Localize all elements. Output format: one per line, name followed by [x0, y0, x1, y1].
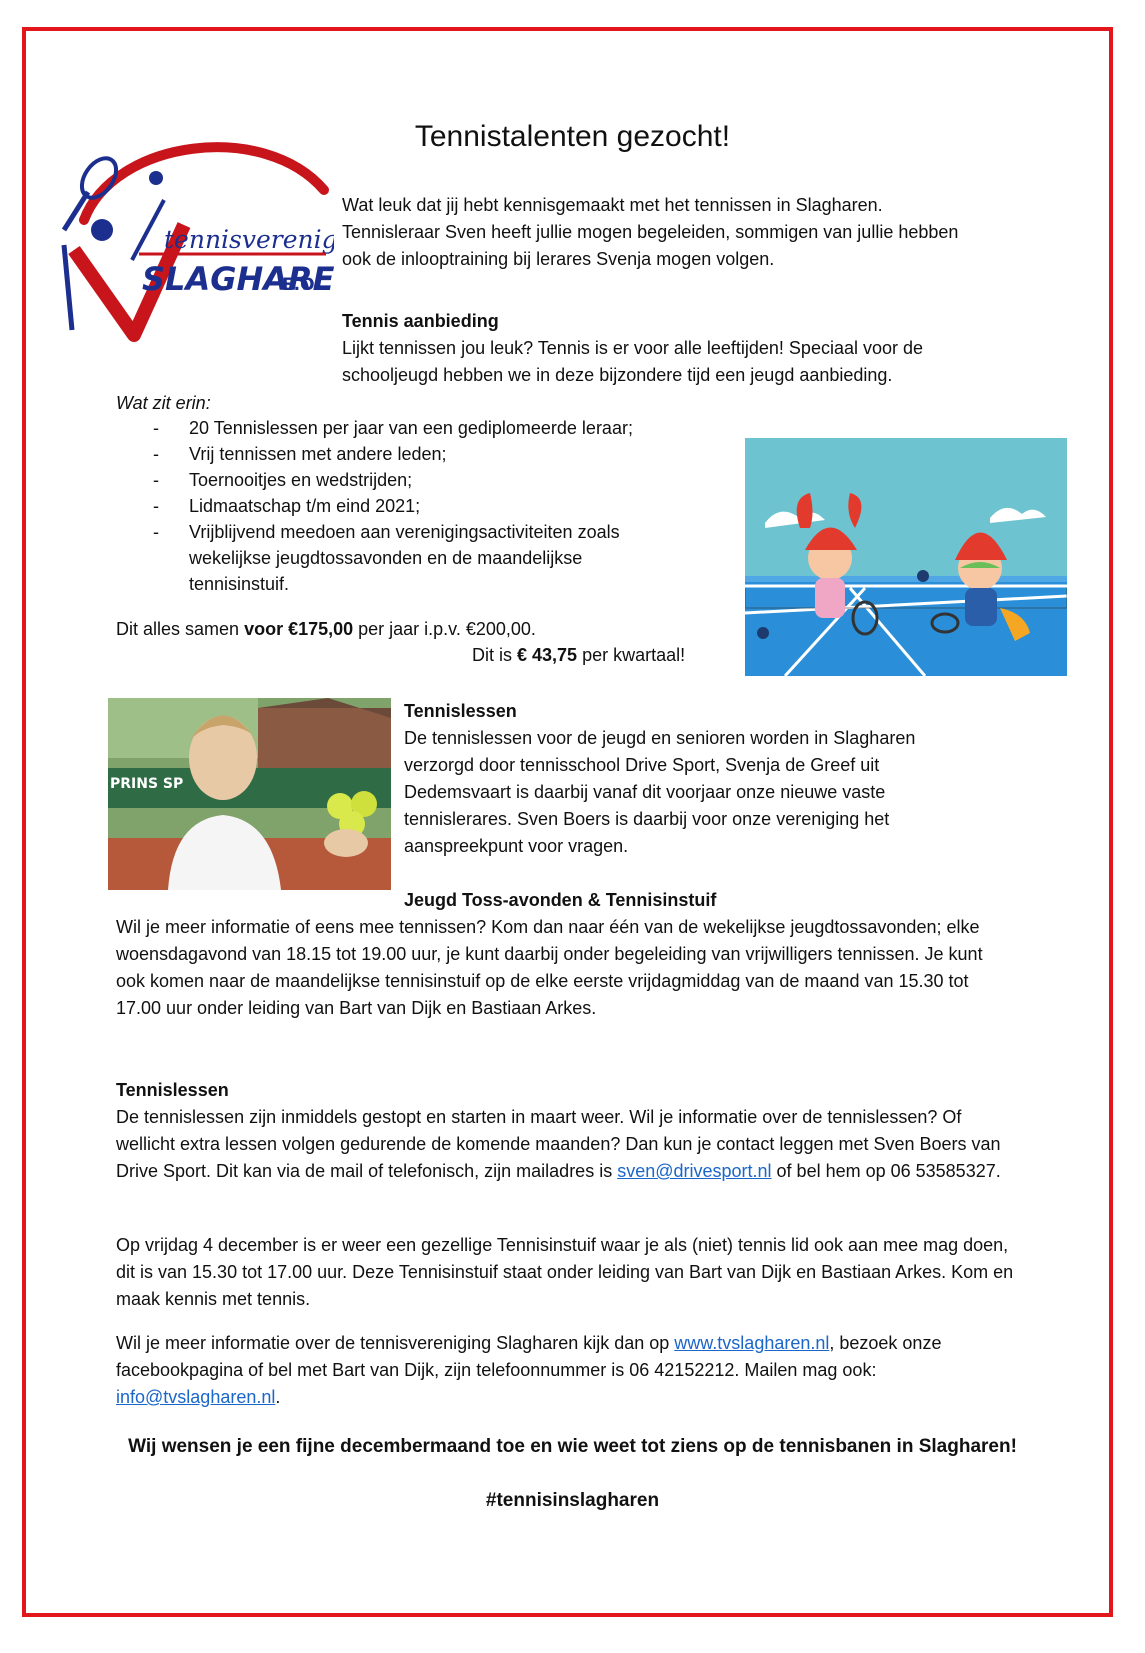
toss-text: Wil je meer informatie of eens mee tennissen? Kom dan naar één van de wekelijkse jeugdtossavonden; elke woensdagavond van 18.15 tot 19.00 uur, je kunt daarbij onder begeleiding van vrijwilligers tennissen. Je kunt ook komen naar de maandelijkse tennisinstuif op de elke eerste vrijdagmiddag van de maand van 15.30 tot 17.00 uur onder leiding van Bart van Dijk en Bastiaan Arkes. — [116, 917, 983, 1018]
tennis-player-photo — [108, 698, 391, 890]
offer-text: Lijkt tennissen jou leuk? Tennis is er voor alle leeftijden! Speciaal voor de schooljeugd hebben we in deze bijzondere tijd een jeugd aanbieding. — [342, 338, 924, 385]
info-email-link[interactable]: info@tvslagharen.nl — [116, 1387, 276, 1407]
offer-items — [145, 415, 725, 597]
photo-banner-text: PRINS SP — [110, 776, 184, 792]
logo-graphic — [44, 130, 334, 350]
logo-script-text: tennisvereni — [164, 225, 322, 254]
list-item: - 20 Tennislessen per jaar van een gediplomeerde leraar; — [153, 418, 633, 438]
info-paragraph: Wil je meer informatie over de tennisvereniging Slagharen kijk dan op www.tvslagharen.nl, bezoek onze facebookpagina of bel met Bart van Dijk, zijn telefoonnummer is 06 42152212. Mailen mag ook: info@tvslagharen.nl. — [116, 1333, 942, 1407]
club-logo — [44, 130, 334, 350]
lessons-heading-2: Tennislessen — [116, 1080, 229, 1100]
logo-suffix: E.O. — [282, 275, 321, 295]
toss-heading: Jeugd Toss-avonden & Tennisinstuif — [404, 890, 717, 910]
logo-club-name: SLAGHARE — [142, 260, 334, 298]
lessons-section-1 — [404, 698, 964, 860]
offer-section — [342, 308, 1002, 389]
lessons-heading-1: Tennislessen — [404, 701, 517, 721]
quarter-amount: € 43,75 — [517, 645, 578, 665]
list-item: - Vrijblijvend meedoen aan verenigingsactiviteiten zoals wekelijkse jeugdtossavonden en de maandelijkse tennisinstuif. — [153, 522, 620, 594]
offer-heading: Tennis aanbieding — [342, 311, 499, 331]
lessons-section-2 — [116, 1077, 1016, 1185]
list-item: - Toernooitjes en wedstrijden; — [153, 470, 413, 490]
price-line: Dit alles samen voor €175,00 per jaar i.p.v. €200,00. — [116, 619, 536, 639]
cartoon-tennis-kids-image — [745, 438, 1067, 676]
page-title: Tennistalenten gezocht! — [414, 120, 731, 153]
intro-paragraph: Wat leuk dat jij hebt kennisgemaakt met het tennissen in Slagharen. Tennisleraar Sven heeft jullie mogen begeleiden, sommigen van jullie hebben ook de inlooptraining bij lerares Svenja mogen volgen. — [342, 195, 959, 269]
offer-list-label: Wat zit erin: — [116, 393, 211, 413]
closing-line: Wij wensen je een fijne decembermaand toe en wie weet tot ziens op de tennisbanen in Slagharen! — [128, 1436, 1017, 1457]
quarter-price-line: Dit is € 43,75 per kwartaal! — [472, 645, 686, 665]
website-link[interactable]: www.tvslagharen.nl — [674, 1333, 830, 1353]
price-amount: voor €175,00 — [244, 619, 354, 639]
hashtag: #tennisinslagharen — [485, 1490, 660, 1511]
list-item: - Vrij tennissen met andere leden; — [153, 444, 447, 464]
lessons-text-2: De tennislessen zijn inmiddels gestopt en starten in maart weer. Wil je informatie over de tennislessen? Of wellicht extra lessen volgen gedurende de komende maanden? Dan kun je contact leggen met Sven Boers van Drive Sport. Dit kan via de mail of telefonisch, zijn mailadres is sven@drivesport.nl of bel hem op 06 53585327. — [116, 1107, 1001, 1181]
lessons-text-1: De tennislessen voor de jeugd en senioren worden in Slagharen verzorgd door tennisschool Drive Sport, Svenja de Greef uit Dedemsvaart is daarbij vanaf dit voorjaar onze nieuwe vaste tennislerares. Sven Boers is daarbij voor onze vereniging het aanspreekpunt voor vragen. — [404, 728, 916, 856]
instuif-paragraph: Op vrijdag 4 december is er weer een gezellige Tennisinstuif waar je als (niet) tennis lid ook aan mee mag doen, dit is van 15.30 tot 17.00 uur. Deze Tennisinstuif staat onder leiding van Bart van Dijk en Bastiaan Arkes. Kom en maak kennis met tennis. — [116, 1235, 1014, 1309]
sven-email-link[interactable]: sven@drivesport.nl — [617, 1161, 772, 1181]
list-item: - Lidmaatschap t/m eind 2021; — [153, 496, 421, 516]
